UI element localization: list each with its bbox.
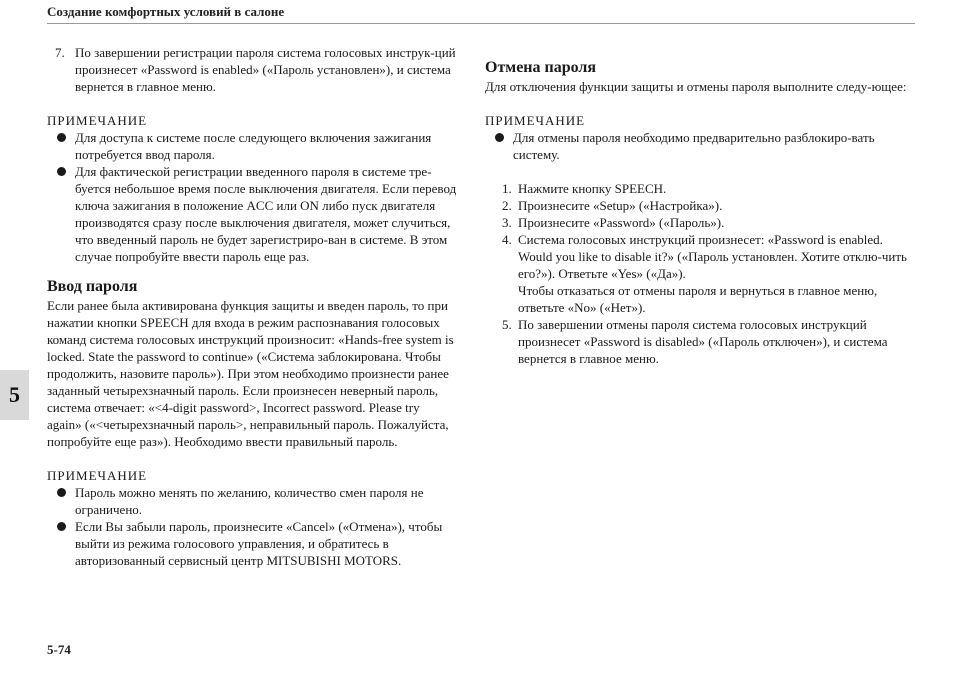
note-item-text: Для фактической регистрации введенного пароля в системе тре-буется небольшое время после выключения двигателя. Если перевод ключа зажигания в положение ACC или ON либо пуск двигателя производятся сразу после выключения двигателя, может случиться, что введенный пароль не будет зарегистриро-ван в системе. В этом случае попробуйте ввести пароль еще раз. (75, 164, 457, 264)
step-item-extra (485, 282, 910, 316)
step-item (485, 197, 910, 214)
step-item (485, 316, 910, 367)
note-item (47, 129, 457, 163)
note-label: ПРИМЕЧАНИЕ (485, 113, 586, 128)
note-label: ПРИМЕЧАНИЕ (47, 113, 148, 128)
step-extra-text: Чтобы отказаться от отмены пароля и вернуться в главное меню, ответьте «No» («Нет»). (518, 283, 878, 315)
step-item (485, 180, 910, 197)
step-number: 3. (502, 215, 512, 230)
step-text: По завершении отмены пароля система голосовых инструкций произнесет «Password is disabled» («Пароль отключен»), и система вернется в главное меню. (518, 317, 888, 366)
chapter-tab (0, 370, 29, 420)
step-text: Произнесите «Setup» («Настройка»). (518, 198, 723, 213)
header-rule (47, 23, 915, 24)
bullet-dot-icon (57, 133, 66, 142)
step-text: Произнесите «Password» («Пароль»). (518, 215, 725, 230)
step-item (485, 214, 910, 231)
bullet-dot-icon (57, 522, 66, 531)
step-number: 2. (502, 198, 512, 213)
note-item (485, 129, 910, 163)
step-text: Нажмите кнопку SPEECH. (518, 181, 667, 196)
intro-text: Для отключения функции защиты и отмены пароля выполните следу-ющее: (485, 79, 907, 94)
section-title-enter-password: Ввод пароля (47, 278, 138, 295)
step-item (485, 231, 910, 282)
right-column (485, 58, 910, 367)
note-item-text: Если Вы забыли пароль, произнесите «Cancel» («Отмена»), чтобы выйти из режима голосового управления, и обратитесь в авторизованный сервисный центр MITSUBISHI MOTORS. (75, 519, 443, 568)
bullet-dot-icon (57, 488, 66, 497)
step-7 (47, 44, 457, 95)
step-text: Система голосовых инструкций произнесет: «Password is enabled. Would you like to disable it?» («Пароль установлен. Хотите отклю-чить его?»). Ответьте «Yes» («Да»). (518, 232, 907, 281)
note-item-text: Для отмены пароля необходимо предварительно разблокиро-вать систему. (513, 130, 875, 162)
section-text: Если ранее была активирована функция защиты и введен пароль, то при нажатии кнопки SPEECH для входа в режим распознавания голосовых команд система голосовых инструкций произносит: «Hands-free system is locked. State the password to continue» («Система заблокирована. Чтобы продолжить, назовите пароль»). При этом необходимо произнести ранее заданный четырехзначный пароль. Если произнесен неверный пароль, система отвечает: «<4-digit password>, Incorrect password. Please try again» («<четырехзначный пароль>, неправильный пароль. Пожалуйста, попробуйте еще раз»). Необходимо ввести правильный пароль. (47, 298, 454, 449)
step-number: 7. (55, 45, 65, 60)
left-column (47, 44, 457, 569)
running-header: Создание комфортных условий в салоне (47, 4, 285, 19)
step-number: 5. (502, 317, 512, 332)
note-item-text: Пароль можно менять по желанию, количество смен пароля не ограничено. (75, 485, 424, 517)
bullet-dot-icon (495, 133, 504, 142)
section-title-cancel-password: Отмена пароля (485, 59, 597, 76)
step-text: По завершении регистрации пароля система голосовых инструк-ций произнесет «Password is enabled» («Пароль установлен»), и система вернется в главное меню. (75, 45, 456, 94)
note-item (47, 484, 457, 518)
note-label: ПРИМЕЧАНИЕ (47, 468, 148, 483)
note-item (47, 163, 457, 265)
step-number: 4. (502, 232, 512, 247)
bullet-dot-icon (57, 167, 66, 176)
step-number: 1. (502, 181, 512, 196)
page-number: 5-74 (47, 642, 71, 657)
note-item (47, 518, 457, 569)
chapter-tab-number: 5 (9, 382, 20, 407)
note-item-text: Для доступа к системе после следующего включения зажигания потребуется ввод пароля. (75, 130, 432, 162)
